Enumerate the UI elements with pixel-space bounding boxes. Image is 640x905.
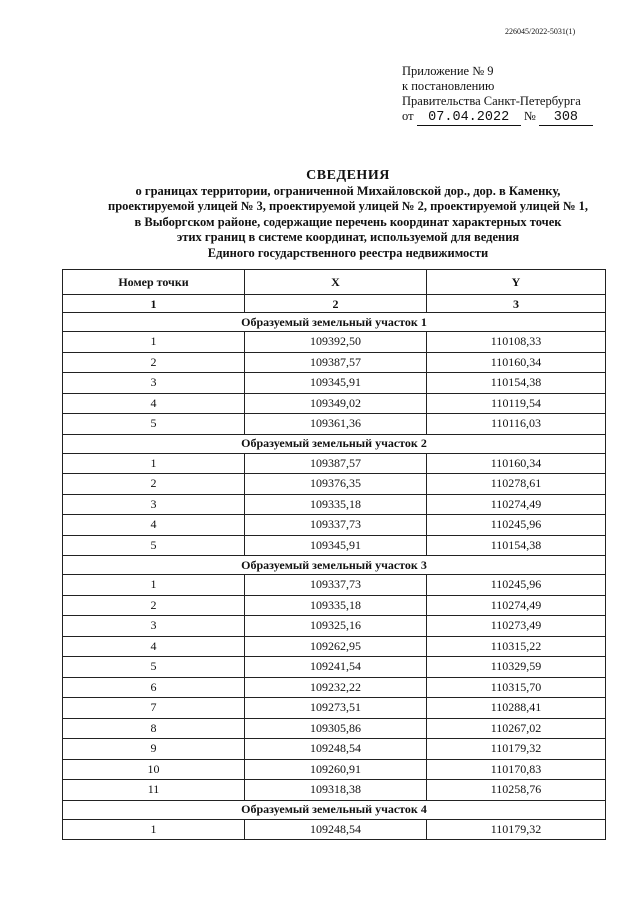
section-header-row xyxy=(63,313,606,332)
y-coordinate-cell: 110154,38 xyxy=(427,535,606,556)
point-number-cell: 2 xyxy=(63,474,245,495)
table-row xyxy=(63,414,606,435)
x-coordinate-cell: 109335,18 xyxy=(245,494,427,515)
point-number-cell: 8 xyxy=(63,718,245,739)
point-number-cell: 6 xyxy=(63,677,245,698)
y-coordinate-cell: 110258,76 xyxy=(427,780,606,801)
section-title: Образуемый земельный участок 2 xyxy=(63,434,606,453)
y-coordinate-cell: 110179,32 xyxy=(427,819,606,840)
y-coordinate-cell: 110315,22 xyxy=(427,636,606,657)
x-coordinate-cell: 109232,22 xyxy=(245,677,427,698)
table-row xyxy=(63,636,606,657)
title-line: Единого государственного реестра недвижимости xyxy=(207,245,489,260)
coordinates-table xyxy=(62,269,606,840)
table-row xyxy=(63,759,606,780)
point-number-cell: 5 xyxy=(63,414,245,435)
y-coordinate-cell: 110170,83 xyxy=(427,759,606,780)
table-row xyxy=(63,373,606,394)
y-coordinate-cell: 110108,33 xyxy=(427,332,606,353)
x-coordinate-cell: 109345,91 xyxy=(245,535,427,556)
y-coordinate-cell: 110119,54 xyxy=(427,393,606,414)
table-row xyxy=(63,616,606,637)
point-number-cell: 1 xyxy=(63,819,245,840)
y-coordinate-cell: 110288,41 xyxy=(427,698,606,719)
document-title xyxy=(60,168,636,261)
point-number-cell: 3 xyxy=(63,616,245,637)
point-number-cell: 4 xyxy=(63,515,245,536)
point-number-cell: 1 xyxy=(63,575,245,596)
point-number-cell: 7 xyxy=(63,698,245,719)
y-coordinate-cell: 110273,49 xyxy=(427,616,606,637)
table-row xyxy=(63,393,606,414)
y-coordinate-cell: 110179,32 xyxy=(427,739,606,760)
y-coordinate-cell: 110116,03 xyxy=(427,414,606,435)
table-row xyxy=(63,677,606,698)
section-header-row xyxy=(63,556,606,575)
point-number-cell: 1 xyxy=(63,332,245,353)
table-row xyxy=(63,657,606,678)
y-coordinate-cell: 110160,34 xyxy=(427,352,606,373)
x-coordinate-cell: 109387,57 xyxy=(245,352,427,373)
x-coordinate-cell: 109305,86 xyxy=(245,718,427,739)
point-number-cell: 2 xyxy=(63,595,245,616)
decree-number: 308 xyxy=(539,111,593,126)
x-coordinate-cell: 109345,91 xyxy=(245,373,427,394)
table-row xyxy=(63,332,606,353)
decree-date: 07.04.2022 xyxy=(417,111,521,126)
appendix-line-2: к постановлению xyxy=(402,79,495,93)
section-title: Образуемый земельный участок 3 xyxy=(63,556,606,575)
table-row xyxy=(63,535,606,556)
section-header-row xyxy=(63,800,606,819)
column-number: 2 xyxy=(245,295,427,313)
header-x: X xyxy=(245,270,427,295)
y-coordinate-cell: 110267,02 xyxy=(427,718,606,739)
table-row xyxy=(63,780,606,801)
table-row xyxy=(63,352,606,373)
column-number: 3 xyxy=(427,295,606,313)
x-coordinate-cell: 109273,51 xyxy=(245,698,427,719)
x-coordinate-cell: 109248,54 xyxy=(245,739,427,760)
section-header-row xyxy=(63,434,606,453)
appendix-block xyxy=(402,64,593,126)
column-number: 1 xyxy=(63,295,245,313)
table-row xyxy=(63,595,606,616)
point-number-cell: 4 xyxy=(63,636,245,657)
x-coordinate-cell: 109325,16 xyxy=(245,616,427,637)
title-heading: СВЕДЕНИЯ xyxy=(306,168,390,183)
y-coordinate-cell: 110245,96 xyxy=(427,575,606,596)
point-number-cell: 5 xyxy=(63,657,245,678)
x-coordinate-cell: 109241,54 xyxy=(245,657,427,678)
header-point-number: Номер точки xyxy=(63,270,245,295)
table-row xyxy=(63,474,606,495)
table-row xyxy=(63,739,606,760)
title-line: проектируемой улицей № 3, проектируемой улицей № 2, проектируемой улицей № 1, xyxy=(108,199,588,213)
table-row xyxy=(63,453,606,474)
point-number-cell: 3 xyxy=(63,494,245,515)
table-row xyxy=(63,698,606,719)
point-number-cell: 9 xyxy=(63,739,245,760)
number-prefix: № xyxy=(523,109,536,123)
x-coordinate-cell: 109392,50 xyxy=(245,332,427,353)
title-line: этих границ в системе координат, используемой для ведения xyxy=(176,230,520,244)
point-number-cell: 5 xyxy=(63,535,245,556)
y-coordinate-cell: 110315,70 xyxy=(427,677,606,698)
x-coordinate-cell: 109318,38 xyxy=(245,780,427,801)
point-number-cell: 3 xyxy=(63,373,245,394)
y-coordinate-cell: 110329,59 xyxy=(427,657,606,678)
x-coordinate-cell: 109337,73 xyxy=(245,515,427,536)
date-prefix: от xyxy=(402,109,414,123)
point-number-cell: 10 xyxy=(63,759,245,780)
section-title: Образуемый земельный участок 1 xyxy=(63,313,606,332)
x-coordinate-cell: 109260,91 xyxy=(245,759,427,780)
table-row xyxy=(63,494,606,515)
point-number-cell: 11 xyxy=(63,780,245,801)
y-coordinate-cell: 110154,38 xyxy=(427,373,606,394)
y-coordinate-cell: 110274,49 xyxy=(427,595,606,616)
x-coordinate-cell: 109248,54 xyxy=(245,819,427,840)
table-row xyxy=(63,515,606,536)
x-coordinate-cell: 109376,35 xyxy=(245,474,427,495)
header-y: Y xyxy=(427,270,606,295)
table-header-row xyxy=(63,270,606,295)
table-row xyxy=(63,718,606,739)
document-id: 226045/2022-5031(1) xyxy=(505,27,576,36)
column-numbers-row xyxy=(63,295,606,313)
point-number-cell: 4 xyxy=(63,393,245,414)
y-coordinate-cell: 110278,61 xyxy=(427,474,606,495)
x-coordinate-cell: 109387,57 xyxy=(245,453,427,474)
table-row xyxy=(63,819,606,840)
y-coordinate-cell: 110160,34 xyxy=(427,453,606,474)
y-coordinate-cell: 110245,96 xyxy=(427,515,606,536)
section-title: Образуемый земельный участок 4 xyxy=(63,800,606,819)
appendix-date-line xyxy=(402,109,593,126)
x-coordinate-cell: 109262,95 xyxy=(245,636,427,657)
x-coordinate-cell: 109337,73 xyxy=(245,575,427,596)
appendix-line-3: Правительства Санкт-Петербурга xyxy=(402,94,581,108)
x-coordinate-cell: 109349,02 xyxy=(245,393,427,414)
point-number-cell: 1 xyxy=(63,453,245,474)
title-line: о границах территории, ограниченной Михайловской дор., дор. в Каменку, xyxy=(135,183,561,198)
appendix-line-1: Приложение № 9 xyxy=(402,64,494,78)
title-line: в Выборгском районе, содержащие перечень координат характерных точек xyxy=(134,214,562,229)
x-coordinate-cell: 109335,18 xyxy=(245,595,427,616)
x-coordinate-cell: 109361,36 xyxy=(245,414,427,435)
table-row xyxy=(63,575,606,596)
point-number-cell: 2 xyxy=(63,352,245,373)
y-coordinate-cell: 110274,49 xyxy=(427,494,606,515)
